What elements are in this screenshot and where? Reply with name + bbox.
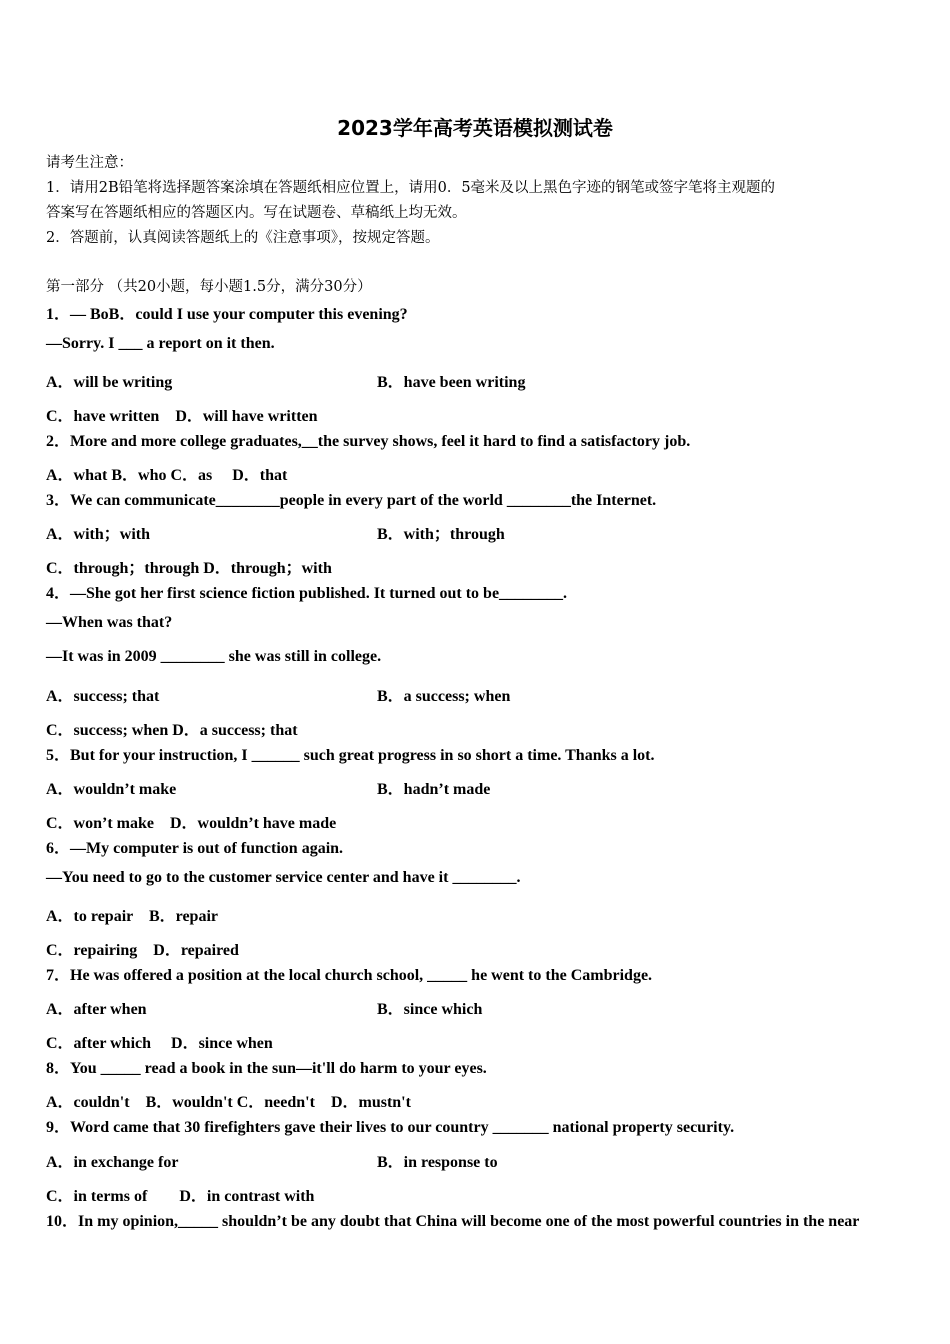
page-title: 2023学年高考英语模拟测试卷 <box>337 116 613 140</box>
option-b: B．a success; when <box>377 688 511 705</box>
option-cd: C．after which D．since when <box>46 1035 273 1052</box>
option-cd: C．in terms of D．in contrast with <box>46 1188 315 1205</box>
option-cd: C．have written D．will have written <box>46 408 318 425</box>
option-row: A．what B．who C．as D．that <box>46 467 288 484</box>
option-b: B．have been writing <box>377 374 526 391</box>
question-stem: —Sorry. I ___ a report on it then. <box>46 335 275 352</box>
option-cd: C．repairing D．repaired <box>46 942 239 959</box>
notice-heading: 请考生注意： <box>46 155 133 171</box>
notice-line: 答案写在答题纸相应的答题区内。写在试题卷、草稿纸上均无效。 <box>46 205 467 221</box>
option-b: B．hadn’t made <box>377 781 491 798</box>
question-stem: 5．But for your instruction, I ______ such great progress in so short a time. Thanks a lot. <box>46 747 655 764</box>
question-stem: 9．Word came that 30 firefighters gave their lives to our country _______ national property security. <box>46 1119 735 1136</box>
section-heading: 第一部分 （共20小题，每小题1.5分，满分30分） <box>46 279 372 295</box>
question-stem: —When was that? <box>46 614 173 631</box>
option-cd: C．won’t make D．wouldn’t have made <box>46 815 337 832</box>
question-stem: 10．In my opinion,_____ shouldn’t be any doubt that China will become one of the most powerful countries in the near <box>46 1213 860 1230</box>
option-a: A．will be writing <box>46 374 173 391</box>
question-stem: —It was in 2009 ________ she was still in college. <box>46 648 382 665</box>
option-b: B．with；through <box>377 526 505 543</box>
question-stem: 1．— BoB．could I use your computer this evening? <box>46 306 408 323</box>
question-stem: 7．He was offered a position at the local church school, _____ he went to the Cambridge. <box>46 967 653 984</box>
notice-line: 2．答题前，认真阅读答题纸上的《注意事项》，按规定答题。 <box>46 230 440 246</box>
question-stem: 3．We can communicate________people in every part of the world ________the Internet. <box>46 492 657 509</box>
option-b: B．since which <box>377 1001 483 1018</box>
question-stem: 6．—My computer is out of function again. <box>46 840 344 857</box>
option-a: A．after when <box>46 1001 147 1018</box>
question-stem: 2．More and more college graduates,__the survey shows, feel it hard to find a satisfactory job. <box>46 433 691 450</box>
option-a: A．success; that <box>46 688 160 705</box>
question-stem: —You need to go to the customer service center and have it ________. <box>46 869 521 886</box>
option-row: A．couldn't B．wouldn't C．needn't D．mustn't <box>46 1094 411 1111</box>
option-ab: A．to repair B．repair <box>46 908 218 925</box>
option-a: A．with；with <box>46 526 151 543</box>
question-stem: 4．—She got her first science fiction published. It turned out to be________. <box>46 585 568 602</box>
option-a: A．in exchange for <box>46 1154 179 1171</box>
option-a: A．wouldn’t make <box>46 781 177 798</box>
option-cd: C．success; when D．a success; that <box>46 722 298 739</box>
question-stem: 8．You _____ read a book in the sun—it'll do harm to your eyes. <box>46 1060 487 1077</box>
option-cd: C．through；through D．through；with <box>46 560 332 577</box>
notice-line: 1．请用2B铅笔将选择题答案涂填在答题纸相应位置上，请用0．5毫米及以上黑色字迹的钢笔或签字笔将主观题的 <box>46 180 776 196</box>
option-b: B．in response to <box>377 1154 498 1171</box>
